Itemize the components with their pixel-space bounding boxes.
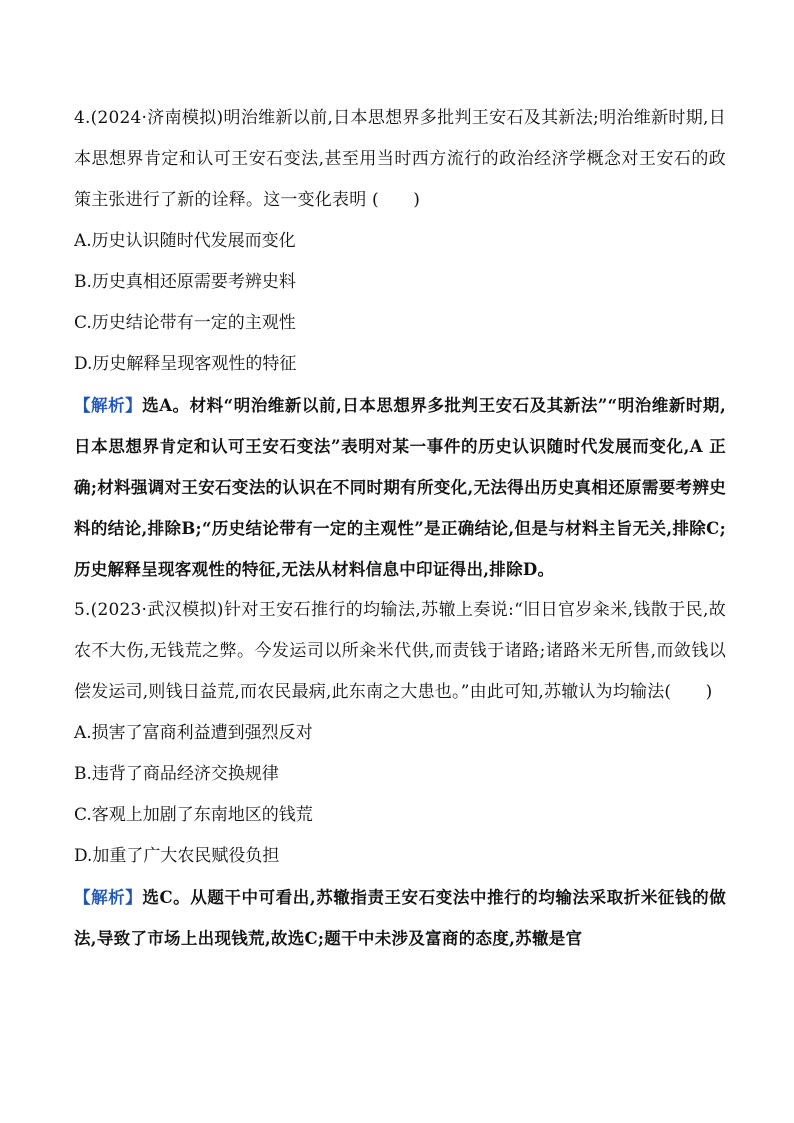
option-a: A.损害了富商利益遭到强烈反对 [74,723,313,743]
question-4 [74,98,726,590]
option-d: D.历史解释呈现客观性的特征 [74,354,297,374]
question-5 [74,590,726,959]
option-a: A.历史认识随时代发展而变化 [74,231,296,251]
analysis-paragraph [74,385,726,590]
option-b: B.违背了商品经济交换规律 [74,764,279,784]
option-d: D.加重了广大农民赋役负担 [74,846,280,866]
document-page [74,98,726,959]
analysis-paragraph [74,877,726,959]
analysis-tag: 【解析】 [74,396,143,415]
option-c: C.历史结论带有一定的主观性 [74,313,296,333]
option-list [74,221,726,385]
option-list [74,713,726,877]
option-b: B.历史真相还原需要考辨史料 [74,272,296,292]
analysis-text: 选A。材料“明治维新以前,日本思想界多批判王安石及其新法”“明治维新时期,日本思想界肯定和认可王安石变法”表明对某一事件的历史认识随时代发展而变化,A 正确;材料强调对王安石变法的认识在不同时期有所变化,无法得出历史真相还原需要考辨史料的结论,排除B;“历史结论带有一定的主观性”是正确结论,但是与材料主旨无关,排除C;历史解释呈现客观性的特征,无法从材料信息中印证得出,排除D。 [74,396,726,579]
question-stem: 5.(2023·武汉模拟)针对王安石推行的均输法,苏辙上奏说:“旧日官岁籴米,钱散于民,故农不大伤,无钱荒之弊。今发运司以所籴米代供,而责钱于诸路;诸路米无所售,而敛钱以偿发运司,则钱日益荒,而农民最病,此东南之大患也。”由此可知,苏辙认为均输法( ) [74,600,726,702]
analysis-text: 选C。从题干中可看出,苏辙指责王安石变法中推行的均输法采取折米征钱的做法,导致了市场上出现钱荒,故选C;题干中未涉及富商的态度,苏辙是官 [74,888,726,948]
analysis-tag: 【解析】 [74,888,143,907]
option-c: C.客观上加剧了东南地区的钱荒 [74,805,313,825]
question-stem: 4.(2024·济南模拟)明治维新以前,日本思想界多批判王安石及其新法;明治维新时期,日本思想界肯定和认可王安石变法,甚至用当时西方流行的政治经济学概念对王安石的政策主张进行了新的诠释。这一变化表明 ( ) [74,108,726,210]
